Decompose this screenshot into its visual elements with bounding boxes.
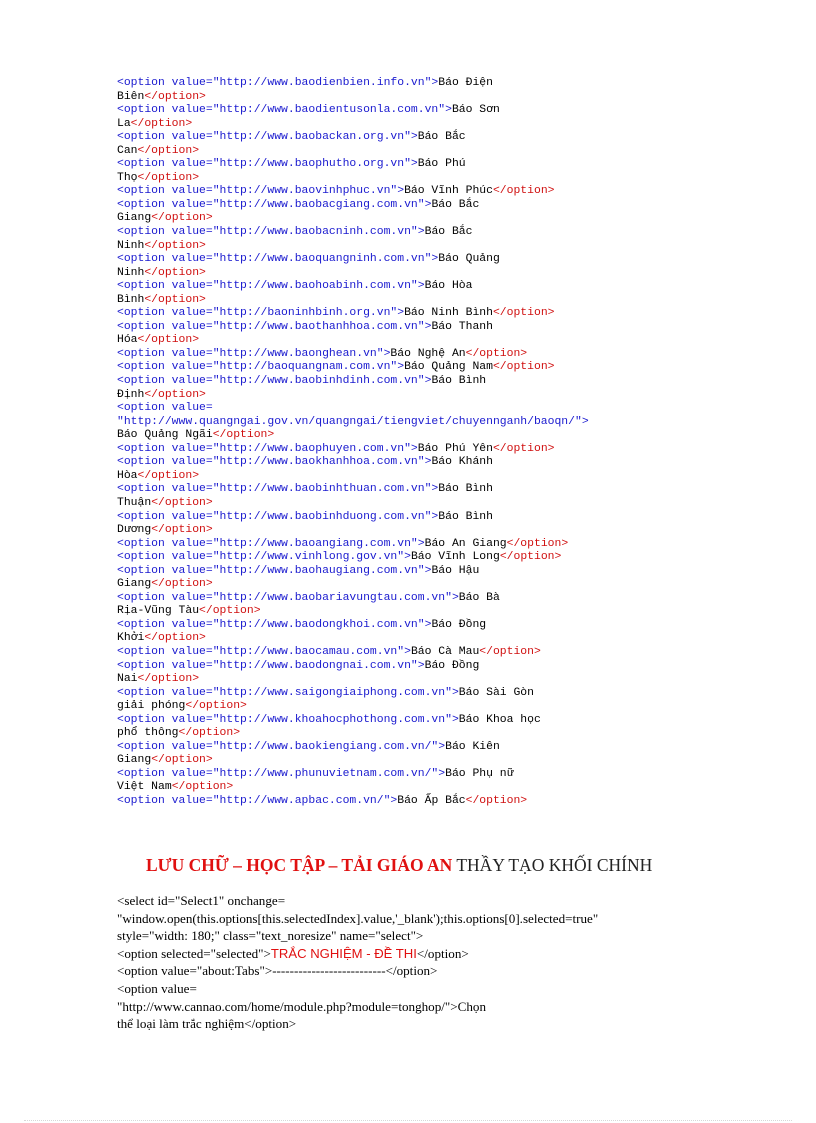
code-text: Thọ	[117, 171, 138, 184]
code-line	[117, 361, 717, 375]
code-tag-close: </option>	[144, 90, 206, 103]
code-tag-open: <option value="http://www.baokhanhhoa.com.vn">	[117, 456, 432, 469]
code-tag-open: <option value="http://www.baoquangninh.com.vn">	[117, 253, 439, 266]
code-tag-close: </option>	[212, 429, 275, 442]
code-tag-close: </option>	[171, 781, 234, 794]
code-tag-open: <option value="http://www.baovinhphuc.vn">	[117, 185, 405, 198]
code-tag-open: <option value="http://www.vinhlong.gov.vn">	[117, 551, 411, 564]
code-text: Giang	[117, 212, 152, 225]
code-text: Báo Phú Yên	[417, 442, 493, 455]
code-line	[117, 443, 717, 457]
code-tag-open: <option value="http://www.baodongnai.com.vn">	[117, 659, 425, 672]
code-line	[117, 91, 717, 105]
code-text: Giang	[117, 754, 152, 767]
code-line	[117, 727, 717, 741]
para-line-6: <option value=	[117, 980, 197, 996]
code-line	[117, 389, 717, 403]
code-tag-open: <option value="http://www.baohoabinh.com.vn">	[117, 280, 425, 293]
code-line	[117, 565, 717, 579]
code-tag-open: <option value="http://www.baokiengiang.com.vn/">	[117, 740, 446, 753]
para-line-5: <option value="about:Tabs">--------------------------</option>	[117, 963, 438, 979]
code-tag-open: <option value="http://www.baobinhdinh.com.vn">	[117, 375, 432, 388]
code-line	[117, 673, 717, 687]
code-line	[117, 497, 717, 511]
code-line	[117, 538, 717, 552]
code-line	[117, 280, 717, 294]
code-line	[117, 240, 717, 254]
code-tag-open: <option value="http://www.apbac.com.vn/">	[117, 794, 398, 807]
code-text: Báo Khoa học	[458, 713, 541, 726]
code-tag-open: <option value=	[117, 402, 213, 415]
code-text: Báo Bắc	[424, 226, 473, 239]
code-line	[117, 321, 717, 335]
page-heading	[146, 855, 766, 876]
code-tag-close: </option>	[137, 171, 200, 184]
code-tag-close: </option>	[465, 794, 528, 807]
code-tag-open: <option value="http://www.baobacninh.com.vn">	[117, 226, 425, 239]
code-line	[117, 483, 717, 497]
code-line	[117, 714, 717, 728]
heading-red-part: LƯU CHỮ – HỌC TẬP – TẢI GIÁO AN	[146, 855, 453, 875]
code-tag-close: </option>	[479, 645, 541, 658]
code-line	[117, 172, 717, 186]
code-tag-open: <option value="http://www.baodienbien.info.vn">	[117, 77, 439, 89]
code-text: Báo Nghệ An	[390, 347, 466, 360]
code-text: Báo Khánh	[431, 456, 493, 469]
code-text: Báo Phụ nữ	[445, 767, 514, 780]
code-line	[117, 212, 717, 226]
code-line	[117, 104, 717, 118]
code-text: Báo Bà	[458, 591, 500, 604]
code-text: Dương	[117, 524, 152, 537]
code-tag-close: </option>	[506, 537, 569, 550]
code-tag-close: </option>	[137, 673, 200, 686]
code-text: Báo Kiên	[445, 740, 500, 753]
code-tag-close: </option>	[151, 754, 213, 767]
code-line	[117, 158, 717, 172]
para-line-4	[117, 945, 717, 963]
code-tag-open: <option value="http://www.baodientusonla.com.vn">	[117, 104, 452, 117]
code-text: Báo An Giang	[424, 537, 507, 550]
code-line	[117, 470, 717, 484]
code-tag-open: <option value="http://www.baodongkhoi.com.vn">	[117, 618, 432, 631]
code-tag-open: <option value="http://www.baoangiang.com.vn">	[117, 537, 425, 550]
code-line	[117, 185, 717, 199]
code-text: Báo Bình	[438, 510, 493, 523]
code-line	[117, 253, 717, 267]
para-line-4-red: TRẮC NGHIỆM - ĐỀ THI	[270, 945, 417, 961]
code-text: Biên	[117, 90, 145, 103]
code-tag-close: </option>	[492, 307, 555, 320]
code-line	[117, 741, 717, 755]
code-line	[117, 456, 717, 470]
code-text: La	[117, 117, 131, 130]
code-text: Báo Bắc	[417, 131, 466, 144]
code-tag-open: <option value="http://www.phunuvietnam.com.vn/">	[117, 767, 446, 780]
code-line	[117, 375, 717, 389]
para-line-8: thể loại làm trắc nghiệm</option>	[117, 1016, 297, 1032]
code-tag-open: <option value="http://www.baophuyen.com.vn">	[117, 442, 418, 455]
code-tag-close: </option>	[151, 524, 213, 537]
code-tag-close: </option>	[144, 388, 206, 401]
code-text: Báo Sài Gòn	[458, 686, 534, 699]
code-text: Thuận	[117, 496, 152, 509]
code-tag-close: </option>	[492, 361, 555, 374]
para-line-2: "window.open(this.options[this.selectedIndex].value,'_blank');this.options[0].selected=true"	[117, 910, 599, 926]
code-text: Báo Bình	[438, 483, 493, 496]
code-text: Báo Thanh	[431, 320, 493, 333]
code-tag-close: </option>	[144, 266, 206, 279]
code-tag-open: "http://www.quangngai.gov.vn/quangngai/tiengviet/chuyennganh/baoqn/">	[117, 415, 589, 428]
code-text: Báo Bắc	[431, 198, 480, 211]
code-line	[117, 77, 717, 91]
code-tag-open: <option value="http://www.baobinhduong.com.vn">	[117, 510, 439, 523]
code-listing	[117, 77, 717, 809]
code-line	[117, 348, 717, 362]
code-tag-open: <option value="http://www.khoahocphothong.com.vn">	[117, 713, 459, 726]
code-line	[117, 632, 717, 646]
code-text: Báo Quảng Ngãi	[117, 429, 213, 442]
code-tag-close: </option>	[144, 293, 206, 306]
code-text: Báo Hậu	[431, 564, 480, 577]
code-tag-open: <option value="http://www.baobacgiang.com.vn">	[117, 198, 432, 211]
code-text: Báo Vĩnh Long	[410, 551, 500, 564]
code-line	[117, 660, 717, 674]
code-tag-open: <option value="http://www.baohaugiang.com.vn">	[117, 564, 432, 577]
code-line	[117, 334, 717, 348]
code-tag-close: </option>	[492, 442, 555, 455]
code-text: Báo Quảng Nam	[404, 361, 493, 374]
code-line	[117, 429, 717, 443]
code-tag-open: <option value="http://www.baocamau.com.vn">	[117, 645, 411, 658]
code-tag-open: <option value="http://www.baobackan.org.vn">	[117, 131, 418, 144]
code-line	[117, 578, 717, 592]
code-tag-close: </option>	[199, 605, 261, 618]
code-text: Hóa	[117, 334, 138, 347]
code-tag-close: </option>	[137, 144, 200, 157]
code-text: phổ thông	[117, 727, 179, 740]
code-tag-close: </option>	[465, 347, 528, 360]
code-tag-close: </option>	[151, 496, 213, 509]
code-text: Báo Phú	[417, 158, 466, 171]
code-line	[117, 511, 717, 525]
code-line	[117, 687, 717, 701]
code-line	[117, 118, 717, 132]
code-tag-open: <option value="http://www.baobariavungtau.com.vn">	[117, 591, 459, 604]
code-text: Báo Ấp Bắc	[397, 794, 466, 807]
para-line-1: <select id="Select1" onchange=	[117, 893, 286, 908]
heading-dark-part: THẦY TẠO KHỐI CHÍNH	[452, 855, 653, 875]
code-text: Báo Quảng	[438, 253, 500, 266]
para-line-3: style="width: 180;" class="text_noresize" name="select">	[117, 928, 424, 944]
code-text: Báo Bình	[431, 375, 487, 388]
code-line	[117, 795, 717, 809]
code-tag-open: <option value="http://baoquangnam.com.vn">	[117, 361, 405, 374]
code-text: Báo Sơn	[451, 104, 500, 117]
code-line	[117, 402, 717, 416]
code-text: Báo Ninh Bình	[404, 307, 493, 320]
code-line	[117, 226, 717, 240]
code-text: giải phóng	[117, 700, 186, 713]
code-tag-close: </option>	[144, 239, 206, 252]
code-line	[117, 524, 717, 538]
code-tag-close: </option>	[499, 551, 562, 564]
code-line	[117, 768, 717, 782]
code-line	[117, 592, 717, 606]
code-tag-close: </option>	[137, 469, 200, 482]
code-text: Hòa	[117, 469, 138, 482]
code-line	[117, 551, 717, 565]
para-line-4-post: </option>	[416, 945, 469, 961]
code-tag-close: </option>	[151, 578, 213, 591]
code-tag-close: </option>	[137, 334, 200, 347]
code-tag-close: </option>	[130, 117, 193, 130]
code-line	[117, 267, 717, 281]
code-tag-close: </option>	[185, 700, 247, 713]
code-text: Báo Điện	[438, 77, 493, 89]
code-text: Báo Cà Mau	[410, 645, 480, 658]
code-text: Ninh	[117, 266, 145, 279]
code-tag-open: <option value="http://www.baophutho.org.vn">	[117, 158, 418, 171]
code-text: Việt Nam	[117, 781, 172, 794]
code-text: Báo Đồng	[424, 659, 480, 672]
para-line-4-pre: <option selected="selected">	[117, 945, 271, 961]
select-code-paragraph	[117, 892, 717, 1033]
para-line-7: "http://www.cannao.com/home/module.php?module=tonghop/">Chọn	[117, 998, 486, 1014]
code-text: Định	[117, 388, 145, 401]
code-tag-open: <option value="http://www.saigongiaiphong.com.vn">	[117, 686, 459, 699]
code-line	[117, 307, 717, 321]
code-line	[117, 754, 717, 768]
code-text: Can	[117, 144, 138, 157]
code-line	[117, 700, 717, 714]
code-text: Rịa-Vũng Tàu	[117, 605, 200, 618]
code-text: Ninh	[117, 239, 145, 252]
code-text: Giang	[117, 578, 152, 591]
code-line	[117, 646, 717, 660]
code-line	[117, 619, 717, 633]
code-text: Nai	[117, 673, 138, 686]
code-text: Báo Hòa	[424, 280, 473, 293]
code-tag-open: <option value="http://www.baobinhthuan.com.vn">	[117, 483, 439, 496]
code-tag-close: </option>	[144, 632, 206, 645]
code-text: Báo Đồng	[431, 618, 487, 631]
code-tag-open: <option value="http://www.baothanhhoa.com.vn">	[117, 320, 432, 333]
code-tag-close: </option>	[492, 185, 555, 198]
code-tag-close: </option>	[178, 727, 241, 740]
code-line	[117, 605, 717, 619]
code-line	[117, 145, 717, 159]
code-line	[117, 199, 717, 213]
code-tag-open: <option value="http://baoninhbinh.org.vn">	[117, 307, 405, 320]
code-line	[117, 131, 717, 145]
code-line	[117, 294, 717, 308]
code-tag-open: <option value="http://www.baonghean.vn">	[117, 347, 391, 360]
code-line	[117, 781, 717, 795]
code-tag-close: </option>	[151, 212, 213, 225]
code-text: Bình	[117, 293, 145, 306]
code-text: Báo Vĩnh Phúc	[404, 185, 493, 198]
code-line	[117, 416, 717, 430]
footer-divider	[24, 1120, 792, 1121]
code-text: Khởi	[117, 632, 145, 645]
